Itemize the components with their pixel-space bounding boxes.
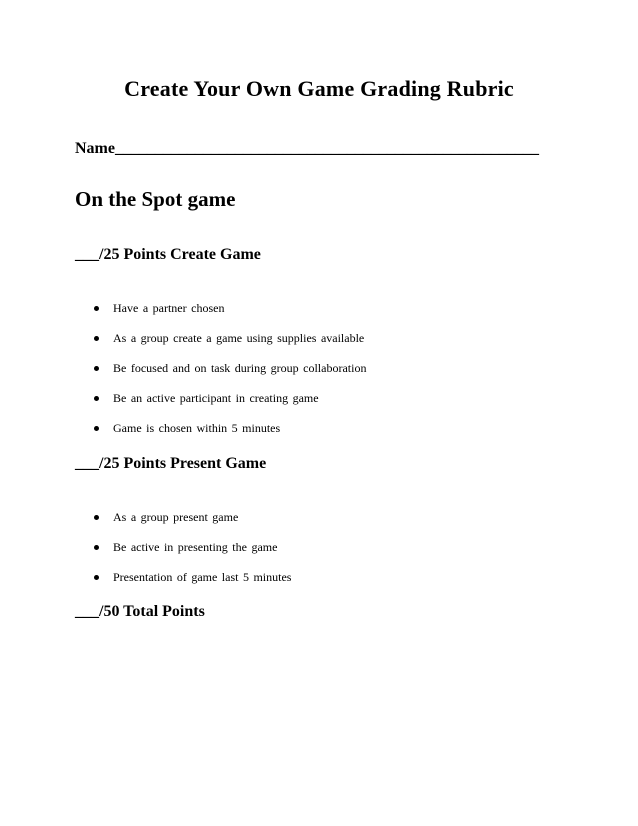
list-item-text: As a group create a game using supplies available [113,330,365,345]
game-heading: On the Spot game [75,187,236,211]
list-item [88,532,291,562]
list-item-text: Be active in presenting the game [113,539,278,554]
list-item-text: Have a partner chosen [113,300,225,315]
list-item-text: Be an active participant in creating game [113,390,319,405]
create-game-points: ___/25 Points Create Game [75,246,261,263]
bullet-icon [94,426,99,431]
total-points: ___/50 Total Points [75,603,205,620]
present-game-points: ___/25 Points Present Game [75,455,267,472]
name-field-line: Name_____________________________________________________ [75,140,539,157]
bullet-icon [94,336,99,341]
bullet-icon [94,306,99,311]
bullet-icon [94,515,99,520]
list-item [88,562,291,592]
list-item-text: As a group present game [113,509,239,524]
list-item [88,353,366,383]
list-item [88,383,366,413]
list-item [88,323,366,353]
bullet-icon [94,366,99,371]
bullet-icon [94,396,99,401]
page-title: Create Your Own Game Grading Rubric [124,76,514,101]
create-game-criteria-list [88,293,366,443]
list-item [88,502,291,532]
list-item [88,293,366,323]
present-game-criteria-list [88,502,291,592]
list-item [88,413,366,443]
list-item-text: Presentation of game last 5 minutes [113,569,292,584]
bullet-icon [94,545,99,550]
list-item-text: Be focused and on task during group collaboration [113,360,367,375]
bullet-icon [94,575,99,580]
list-item-text: Game is chosen within 5 minutes [113,420,281,435]
